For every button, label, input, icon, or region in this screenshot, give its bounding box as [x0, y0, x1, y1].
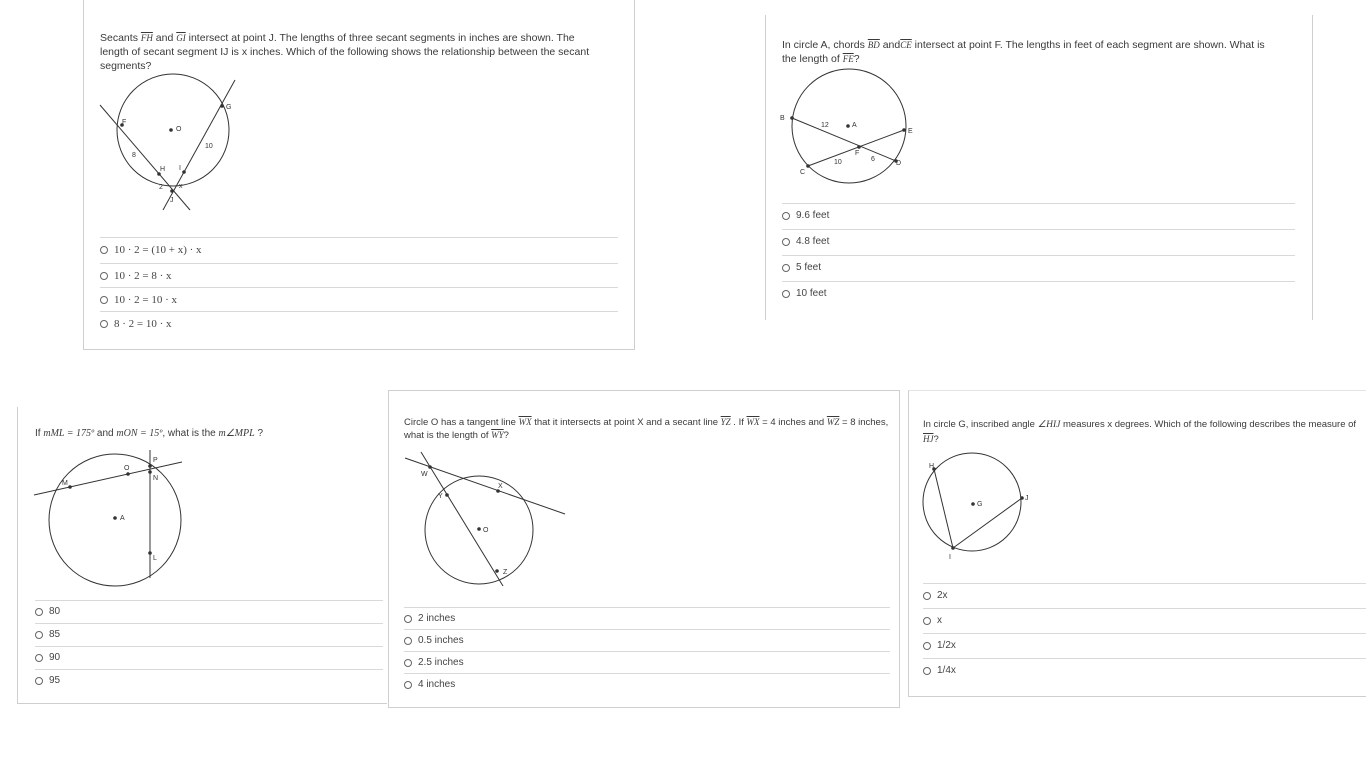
q3-text-b: and [94, 428, 117, 439]
q5-figure [920, 455, 1040, 565]
q1-seg2: $\overline{GI}$ [176, 33, 186, 43]
q4-figure [403, 452, 573, 592]
radio-icon[interactable] [923, 617, 931, 625]
q1-secant-gi [163, 80, 235, 210]
q5-option-1[interactable] [923, 583, 1366, 607]
q1-option-label: 10 · 2 = 8 · x [114, 269, 172, 282]
q4-label-y: Y [438, 493, 443, 500]
radio-icon[interactable] [923, 642, 931, 650]
q3-label-l: L [153, 555, 157, 562]
q1-option-1[interactable] [100, 237, 618, 261]
question-text-3 [35, 427, 380, 441]
q3-text-c: , what is the [162, 428, 219, 439]
radio-icon[interactable] [100, 246, 108, 254]
radio-icon[interactable] [782, 290, 790, 298]
q4-option-label: 0.5 inches [418, 635, 464, 646]
q3-option-1[interactable] [35, 600, 383, 622]
q5-angle: ∠HIJ [1037, 420, 1061, 430]
q2-text-d: ? [853, 53, 860, 65]
q2-chord-bd [792, 118, 896, 161]
radio-icon[interactable] [404, 681, 412, 689]
q4-text-a: Circle O has a tangent line [404, 417, 519, 428]
q2-label-12: 12 [821, 122, 829, 129]
q1-label-g: G [226, 104, 232, 111]
q1-label-10: 10 [205, 143, 213, 150]
question-text-2 [782, 38, 1282, 66]
q5-label-i: I [949, 554, 951, 561]
question-text-5 [923, 418, 1363, 447]
q1-label-8: 8 [132, 152, 136, 159]
q5-label-g: G [977, 501, 983, 508]
q2-label-b: B [780, 115, 785, 122]
q1-option-3[interactable] [100, 287, 618, 311]
q1-text-c: intersect at point J. The lengths of three secant segments in inches are shown. The length of secant segment IJ is x inches. Which of the following shows the relationship between the secant segments? [100, 32, 590, 72]
q1-option-4[interactable] [100, 311, 618, 335]
q1-label-f: F [122, 119, 127, 126]
radio-icon[interactable] [35, 654, 43, 662]
q5-option-label: 1/2x [937, 640, 956, 651]
q4-seg1: $\overline{WX}$ [518, 417, 532, 427]
q3-option-2[interactable] [35, 623, 383, 645]
q5-text-c: ? [933, 434, 939, 445]
radio-icon[interactable] [782, 264, 790, 272]
q4-text-f: ? [503, 430, 509, 441]
q3-option-label: 85 [49, 629, 61, 640]
q1-text-b: and [152, 32, 177, 44]
q4-secant-wz [421, 452, 503, 586]
q3-option-3[interactable] [35, 646, 383, 668]
radio-icon[interactable] [100, 272, 108, 280]
q1-option-2[interactable] [100, 263, 618, 287]
q3-label-m: M [62, 480, 68, 487]
q2-option-2[interactable] [782, 229, 1295, 253]
q3-option-label: 80 [49, 606, 61, 617]
q2-label-e: E [908, 128, 913, 135]
q1-label-j: J [170, 197, 174, 204]
q3-angle: m∠MPL [218, 428, 255, 439]
q5-arc: $\overline{HJ}$ [923, 434, 934, 444]
q3-label-p: P [153, 457, 158, 464]
radio-icon[interactable] [35, 677, 43, 685]
q4-label-x: X [498, 483, 503, 490]
q2-label-f: F [855, 150, 860, 157]
q4-text-d: = 4 inches and [759, 417, 827, 428]
q5-option-4[interactable] [923, 658, 1366, 682]
q4-label-z: Z [503, 569, 508, 576]
q3-text-a: If [35, 428, 44, 439]
q4-seg3: $\overline{WX}$ [746, 417, 760, 427]
radio-icon[interactable] [35, 631, 43, 639]
q4-seg2: $\overline{YZ}$ [720, 417, 731, 427]
q2-option-label: 4.8 feet [796, 236, 830, 247]
q1-seg1: $\overline{FH}$ [140, 33, 153, 43]
q2-label-10: 10 [834, 159, 842, 166]
q1-circle [117, 74, 232, 186]
q3-option-label: 95 [49, 675, 61, 686]
q4-label-o: O [483, 527, 489, 534]
question-text-4 [404, 416, 894, 442]
q2-text-a: In circle A, chords [782, 39, 868, 51]
radio-icon[interactable] [782, 212, 790, 220]
q1-figure [95, 80, 255, 215]
q2-label-6: 6 [871, 156, 875, 163]
q1-option-label: 10 · 2 = 10 · x [114, 293, 178, 306]
q3-option-label: 90 [49, 652, 61, 663]
q2-label-a: A [852, 122, 857, 129]
q1-option-label: 10 · 2 = (10 + x) · x [114, 243, 202, 256]
q5-text-b: measures x degrees. Which of the following describes the measure of [1060, 419, 1357, 430]
q5-option-3[interactable] [923, 633, 1366, 657]
radio-icon[interactable] [404, 659, 412, 667]
q5-circle [923, 453, 1021, 551]
q4-seg5: $\overline{WY}$ [491, 430, 504, 440]
radio-icon[interactable] [404, 615, 412, 623]
q3-secant-mp [34, 462, 182, 495]
q5-label-j: J [1025, 495, 1029, 502]
question-text-1 [100, 31, 590, 73]
radio-icon[interactable] [404, 637, 412, 645]
q4-option-3[interactable] [404, 651, 890, 673]
q3-text-d: ? [254, 428, 264, 439]
q2-label-c: C [800, 169, 806, 176]
q2-option-label: 10 feet [796, 288, 827, 299]
q4-option-2[interactable] [404, 629, 890, 651]
radio-icon[interactable] [923, 667, 931, 675]
q2-option-label: 5 feet [796, 262, 822, 273]
q5-text-a: In circle G, inscribed angle [923, 419, 1038, 430]
q2-chord-ce [808, 130, 904, 166]
q1-label-o: O [176, 126, 182, 133]
q3-arc1: mML = 175º [43, 428, 95, 439]
q5-label-h: H [929, 463, 935, 470]
q4-option-label: 2 inches [418, 613, 456, 624]
q5-option-label: x [937, 615, 942, 626]
q3-option-4[interactable] [35, 669, 383, 691]
q4-text-c: . If [730, 417, 747, 428]
q5-option-label: 2x [937, 590, 948, 601]
q3-label-n: N [153, 475, 159, 482]
q1-label-h: H [160, 166, 166, 173]
q1-secant-fh [100, 105, 190, 210]
q5-option-label: 1/4x [937, 665, 956, 676]
q4-label-w: W [421, 471, 428, 478]
radio-icon[interactable] [782, 238, 790, 246]
q1-text-a: Secants [100, 32, 141, 44]
q2-option-1[interactable] [782, 203, 1295, 227]
q5-chord-ij [953, 498, 1022, 548]
q4-text-b: that it intersects at point X and a secant line [531, 417, 721, 428]
q3-arc2: mON = 15º [116, 428, 163, 439]
q2-option-label: 9.6 feet [796, 210, 830, 221]
q2-figure [778, 72, 923, 182]
q3-label-o: O [124, 465, 130, 472]
q3-circle [49, 454, 181, 586]
q2-text-c: intersect at point F. The lengths in feet of each segment are shown. What is the length of [782, 39, 1265, 65]
radio-icon[interactable] [100, 320, 108, 328]
q2-option-3[interactable] [782, 255, 1295, 279]
q1-label-2: 2 [159, 184, 163, 191]
q1-label-i: I [179, 165, 181, 172]
q3-figure [32, 450, 192, 580]
radio-icon[interactable] [35, 608, 43, 616]
q4-text-e: = 8 inches, what is the length of [404, 417, 889, 441]
radio-icon[interactable] [923, 592, 931, 600]
q4-seg4: $\overline{WZ}$ [826, 417, 840, 427]
q2-seg1: $\overline{BD}$ [867, 40, 880, 50]
q1-option-label: 8 · 2 = 10 · x [114, 317, 172, 330]
q4-option-1[interactable] [404, 607, 890, 629]
q2-seg3: $\overline{FE}$ [842, 54, 854, 64]
q1-label-x: x [179, 183, 183, 190]
q2-seg2: $\overline{CE}$ [900, 40, 912, 50]
q4-option-label: 2.5 inches [418, 657, 464, 668]
radio-icon[interactable] [100, 296, 108, 304]
q3-label-a: A [120, 515, 125, 522]
q2-text-b: and [879, 39, 901, 51]
q4-option-4[interactable] [404, 673, 890, 695]
q2-label-d: D [896, 160, 902, 167]
q4-option-label: 4 inches [418, 679, 456, 690]
q2-option-4[interactable] [782, 281, 1295, 305]
q5-option-2[interactable] [923, 608, 1366, 632]
